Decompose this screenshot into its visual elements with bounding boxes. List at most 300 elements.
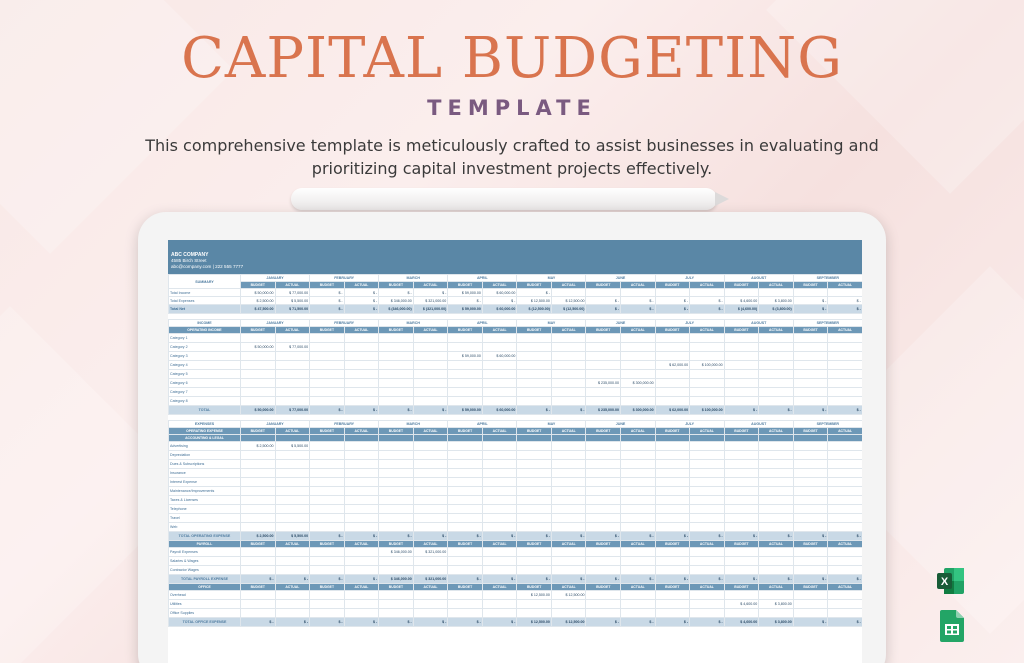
value-cell: $ 50,000.00 [241,289,276,297]
value-cell [482,566,517,575]
value-cell [344,514,379,523]
value-cell [241,609,276,618]
value-cell [793,397,828,406]
budget-label: BUDGET [655,428,690,435]
value-cell [690,469,725,478]
value-cell [551,609,586,618]
value-cell [655,557,690,566]
actual-label: ACTUAL [690,282,725,289]
value-cell [448,548,483,557]
value-cell: $ - [344,297,379,305]
row-label: Total Income [169,289,241,297]
actual-label: ACTUAL [344,541,379,548]
value-cell [621,388,656,397]
month-label: MAY [517,421,586,428]
value-cell [344,370,379,379]
total-label: TOTAL OFFICE EXPENSE [169,618,241,627]
month-label: FEBRUARY [310,320,379,327]
month-label: APRIL [448,320,517,327]
value-cell [724,487,759,496]
value-cell: $ (321,000.00) [413,305,448,314]
value-cell [448,460,483,469]
value-cell [655,478,690,487]
value-cell [759,487,794,496]
value-cell [759,451,794,460]
value-cell: $ 4,600.00 [724,600,759,609]
actual-label: ACTUAL [275,584,310,591]
value-cell [482,460,517,469]
value-cell [551,566,586,575]
table-row [169,523,863,532]
value-cell [241,469,276,478]
value-cell [759,334,794,343]
value-cell [724,514,759,523]
value-cell [275,361,310,370]
value-cell [759,442,794,451]
actual-label: ACTUAL [828,541,862,548]
value-cell [759,289,794,297]
value-cell [793,379,828,388]
value-cell [724,496,759,505]
value-cell [517,460,552,469]
actual-label: ACTUAL [759,282,794,289]
value-cell [759,514,794,523]
value-cell [724,609,759,618]
value-cell [310,505,345,514]
value-cell [241,370,276,379]
value-cell [344,388,379,397]
value-cell [655,442,690,451]
actual-label: ACTUAL [344,282,379,289]
row-label: Category 8 [169,397,241,406]
row-label: Depreciation [169,451,241,460]
month-label: SEPTEMBER [793,421,862,428]
value-cell: $ 60,000.00 [482,352,517,361]
value-cell [275,591,310,600]
total-cell: $ - [482,575,517,584]
value-cell: $ - [517,289,552,297]
total-cell: $ 2,500.00 [241,532,276,541]
value-cell [828,487,862,496]
value-cell [759,566,794,575]
value-cell [413,600,448,609]
blank-header [621,435,656,442]
value-cell [690,496,725,505]
total-cell: $ - [793,532,828,541]
actual-label: ACTUAL [551,541,586,548]
value-cell [379,505,414,514]
value-cell: $ 2,500.00 [241,442,276,451]
value-cell [793,566,828,575]
month-label: APRIL [448,421,517,428]
value-cell: $ - [793,297,828,305]
value-cell [344,442,379,451]
value-cell [310,548,345,557]
value-cell [724,334,759,343]
office-heading: OFFICE [169,584,241,591]
value-cell [586,514,621,523]
total-cell: $ - [517,532,552,541]
total-label: TOTAL OPERATING EXPENSE [169,532,241,541]
budget-actual-row [169,428,863,435]
value-cell [551,361,586,370]
row-label: Salaries & Wages [169,557,241,566]
actual-label: ACTUAL [551,428,586,435]
actual-label: ACTUAL [828,584,862,591]
total-cell: $ - [310,618,345,627]
value-cell [828,361,862,370]
value-cell [828,397,862,406]
actual-label: ACTUAL [690,428,725,435]
row-label: Web [169,523,241,532]
total-cell: $ - [344,406,379,415]
value-cell [379,600,414,609]
value-cell: $ 47,500.00 [241,305,276,314]
total-cell: $ - [482,532,517,541]
total-cell: $ - [724,406,759,415]
value-cell [517,505,552,514]
value-cell [379,397,414,406]
value-cell [793,478,828,487]
value-cell [621,566,656,575]
total-cell: $ - [344,575,379,584]
value-cell [413,343,448,352]
value-cell [690,514,725,523]
value-cell [310,478,345,487]
value-cell [517,334,552,343]
total-cell: $ - [793,406,828,415]
row-label: Maintenance/Improvements [169,487,241,496]
value-cell [621,505,656,514]
value-cell [759,361,794,370]
total-cell: $ 62,000.00 [655,406,690,415]
value-cell: $ - [344,305,379,314]
value-cell [379,388,414,397]
value-cell [828,600,862,609]
summary-row [169,305,863,314]
value-cell [551,478,586,487]
budget-label: BUDGET [655,282,690,289]
value-cell [724,591,759,600]
budget-label: BUDGET [586,327,621,334]
value-cell: $ 12,500.00 [517,591,552,600]
month-header-row [169,320,863,327]
value-cell [448,370,483,379]
row-label: Category 4 [169,361,241,370]
value-cell [448,451,483,460]
value-cell [482,388,517,397]
month-label: JULY [655,421,724,428]
value-cell [724,469,759,478]
payroll-heading: PAYROLL [169,541,241,548]
month-label: AUGUST [724,320,793,327]
value-cell [241,600,276,609]
value-cell [586,566,621,575]
value-cell: $ - [828,305,862,314]
value-cell [482,487,517,496]
value-cell [690,566,725,575]
value-cell [275,496,310,505]
value-cell: $ (12,500.00) [517,305,552,314]
value-cell [551,397,586,406]
google-sheets-icon[interactable] [940,610,964,642]
actual-label: ACTUAL [621,327,656,334]
value-cell [413,566,448,575]
row-label: Utilities [169,600,241,609]
value-cell: $ 71,500.00 [275,305,310,314]
budget-label: BUDGET [379,327,414,334]
total-cell: $ - [517,406,552,415]
expenses-heading: EXPENSES [169,421,241,428]
month-label: SEPTEMBER [793,275,862,282]
value-cell [275,523,310,532]
value-cell [413,609,448,618]
value-cell [379,566,414,575]
value-cell [344,523,379,532]
value-cell [828,334,862,343]
budget-label: BUDGET [448,327,483,334]
value-cell: $ - [655,297,690,305]
blank-header [482,435,517,442]
value-cell [621,289,656,297]
value-cell [690,451,725,460]
row-label: Travel [169,514,241,523]
value-cell [448,478,483,487]
value-cell [482,379,517,388]
budget-actual-row [169,584,863,591]
total-cell: $ - [379,532,414,541]
row-label: Overhead [169,591,241,600]
month-label: MAY [517,320,586,327]
excel-icon[interactable] [936,566,966,596]
value-cell [310,523,345,532]
value-cell [828,557,862,566]
value-cell [517,487,552,496]
budget-label: BUDGET [448,282,483,289]
value-cell [275,478,310,487]
value-cell [655,343,690,352]
total-cell: $ - [586,575,621,584]
value-cell [310,557,345,566]
value-cell [517,600,552,609]
value-cell [482,591,517,600]
value-cell [413,370,448,379]
actual-label: ACTUAL [275,541,310,548]
budget-label: BUDGET [724,428,759,435]
company-contact: abc@company.com | 222 555 7777 [171,264,244,269]
value-cell [793,523,828,532]
spreadsheet-screen [168,240,862,663]
value-cell [759,548,794,557]
value-cell [724,442,759,451]
value-cell: $ 321,000.00 [413,548,448,557]
table-row [169,548,863,557]
value-cell [517,548,552,557]
value-cell [551,388,586,397]
summary-row [169,297,863,305]
blank-header [724,435,759,442]
actual-label: ACTUAL [275,327,310,334]
total-cell: $ - [241,618,276,627]
value-cell: $ 60,000.00 [482,305,517,314]
value-cell [379,496,414,505]
total-cell: $ - [793,575,828,584]
value-cell [759,460,794,469]
total-cell: $ - [690,618,725,627]
blank-header [275,435,310,442]
value-cell [344,478,379,487]
value-cell [655,370,690,379]
value-cell [344,487,379,496]
total-cell: $ 3,800.00 [759,618,794,627]
value-cell [655,289,690,297]
budget-label: BUDGET [655,327,690,334]
value-cell [413,451,448,460]
value-cell [482,505,517,514]
value-cell [551,548,586,557]
actual-label: ACTUAL [413,327,448,334]
value-cell [690,591,725,600]
actual-label: ACTUAL [482,327,517,334]
value-cell [413,496,448,505]
total-cell: $ - [828,532,862,541]
total-cell: $ - [379,618,414,627]
table-row [169,600,863,609]
row-label: Total Net [169,305,241,314]
budget-label: BUDGET [310,282,345,289]
company-address: 4585 Birch Street [171,258,207,263]
value-cell [793,361,828,370]
total-cell: $ - [828,406,862,415]
value-cell [482,343,517,352]
value-cell: $ 3,800.00 [759,600,794,609]
total-cell: $ - [655,532,690,541]
total-cell: $ - [621,575,656,584]
value-cell: $ (12,500.00) [551,305,586,314]
value-cell [517,361,552,370]
value-cell [828,496,862,505]
value-cell [551,557,586,566]
actual-label: ACTUAL [413,282,448,289]
value-cell [310,361,345,370]
value-cell [482,514,517,523]
value-cell [759,505,794,514]
value-cell [275,566,310,575]
budget-label: BUDGET [448,541,483,548]
month-label: MARCH [379,421,448,428]
value-cell [759,370,794,379]
value-cell [586,557,621,566]
value-cell [724,478,759,487]
value-cell [448,388,483,397]
month-label: MARCH [379,320,448,327]
total-cell: $ - [310,532,345,541]
row-label: Category 7 [169,388,241,397]
value-cell [241,487,276,496]
value-cell [310,469,345,478]
value-cell [379,487,414,496]
value-cell [724,397,759,406]
value-cell [379,478,414,487]
budget-label: BUDGET [310,541,345,548]
value-cell [586,460,621,469]
value-cell [828,514,862,523]
actual-label: ACTUAL [690,584,725,591]
total-cell: $ 59,000.00 [448,406,483,415]
value-cell [310,566,345,575]
total-cell: $ - [413,532,448,541]
table-row [169,514,863,523]
value-cell [413,442,448,451]
value-cell [690,460,725,469]
blank-header [517,435,552,442]
table-row [169,343,863,352]
value-cell: $ - [448,297,483,305]
value-cell [310,591,345,600]
value-cell [310,514,345,523]
value-cell [793,451,828,460]
value-cell [724,379,759,388]
total-row [169,406,863,415]
value-cell [724,557,759,566]
budget-label: BUDGET [241,428,276,435]
value-cell [621,451,656,460]
value-cell [448,343,483,352]
budget-label: BUDGET [448,584,483,591]
total-cell: $ - [379,406,414,415]
total-cell: $ - [551,575,586,584]
value-cell [586,487,621,496]
actual-label: ACTUAL [759,584,794,591]
value-cell: $ 5,500.00 [275,442,310,451]
value-cell [517,469,552,478]
value-cell [482,451,517,460]
value-cell [655,600,690,609]
blank-header [759,435,794,442]
value-cell: $ 59,000.00 [448,305,483,314]
value-cell [482,397,517,406]
budget-label: BUDGET [517,541,552,548]
value-cell [517,523,552,532]
value-cell [413,523,448,532]
row-label: Total Expenses [169,297,241,305]
value-cell [310,487,345,496]
value-cell [724,523,759,532]
value-cell [344,566,379,575]
month-label: FEBRUARY [310,275,379,282]
row-label: Category 2 [169,343,241,352]
month-label: JUNE [586,320,655,327]
value-cell [759,523,794,532]
budget-label: BUDGET [586,541,621,548]
total-cell: $ 346,000.00 [379,575,414,584]
value-cell [344,609,379,618]
value-cell [655,609,690,618]
value-cell [517,379,552,388]
value-cell [828,451,862,460]
value-cell [517,343,552,352]
value-cell [517,388,552,397]
table-row [169,591,863,600]
total-cell: $ 100,000.00 [690,406,725,415]
total-cell: $ - [241,575,276,584]
value-cell [655,334,690,343]
total-cell: $ - [655,618,690,627]
value-cell [448,557,483,566]
value-cell [655,566,690,575]
total-cell: $ - [690,575,725,584]
total-cell: $ - [344,532,379,541]
